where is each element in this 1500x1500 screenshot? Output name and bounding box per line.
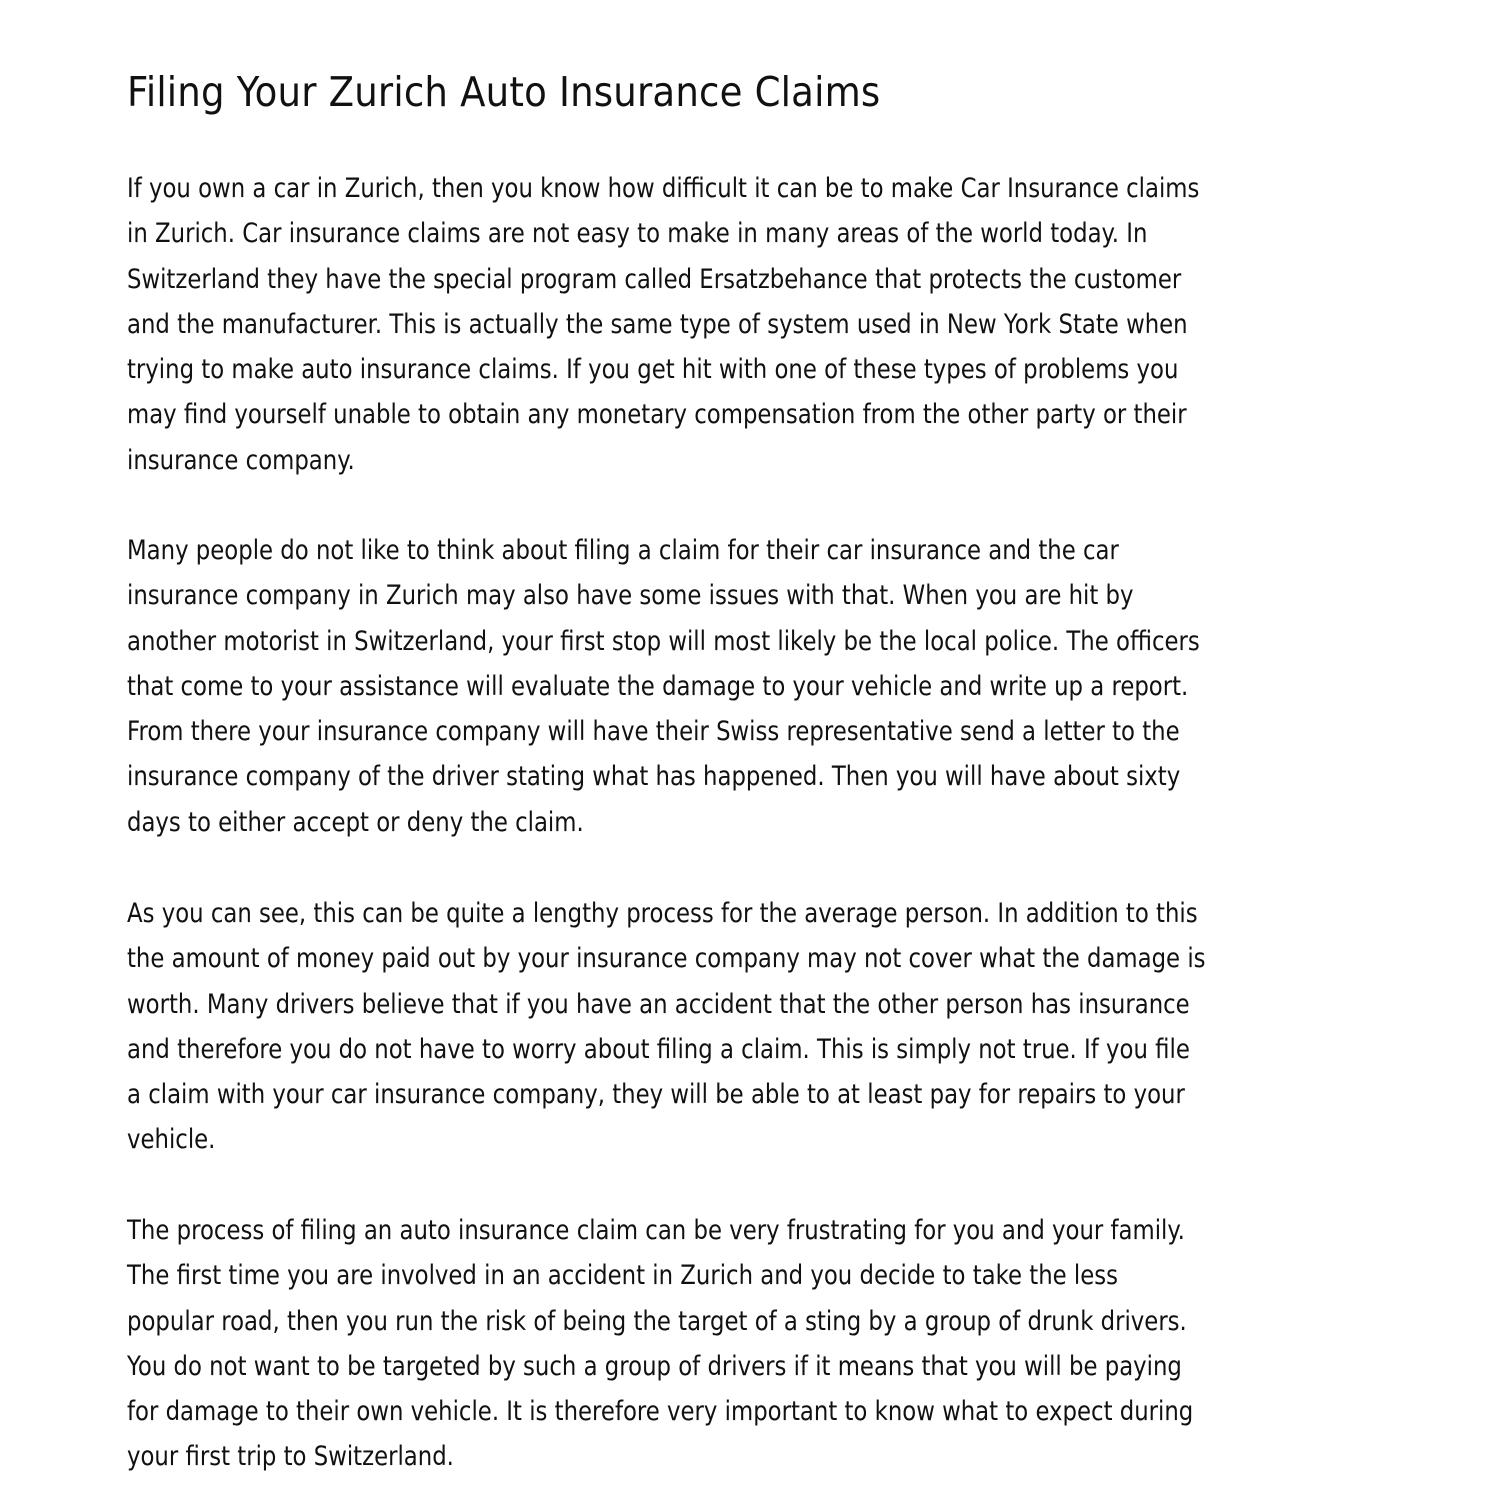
page-title: Filing Your Zurich Auto Insurance Claims (127, 68, 881, 116)
text-line: You do not want to be targeted by such a group of drivers if it means that you will be paying (127, 1350, 1182, 1382)
text-line: insurance company. (127, 444, 355, 476)
text-line: trying to make auto insurance claims. If you get hit with one of these types of problems you (127, 354, 1179, 386)
text-line: popular road, then you run the risk of being the target of a sting by a group of drunk drivers. (127, 1305, 1187, 1337)
paragraph-4 (127, 1208, 1367, 1480)
text-line: the amount of money paid out by your insurance company may not cover what the damage is (127, 943, 1206, 975)
text-line: your first trip to Switzerland. (127, 1441, 454, 1473)
text-line: and the manufacturer. This is actually the same type of system used in New York State when (127, 308, 1188, 340)
text-line: If you own a car in Zurich, then you know how difficult it can be to make Car Insurance claims (127, 173, 1200, 204)
text-line: The first time you are involved in an accident in Zurich and you decide to take the less (127, 1260, 1119, 1292)
text-line: and therefore you do not have to worry about filing a claim. This is simply not true. If you file (127, 1033, 1190, 1065)
text-line: that come to your assistance will evaluate the damage to your vehicle and write up a report. (127, 670, 1189, 702)
text-line: another motorist in Switzerland, your first stop will most likely be the local police. The officers (127, 625, 1200, 657)
text-line: vehicle. (127, 1124, 216, 1156)
paragraph-3 (127, 891, 1381, 1163)
text-line: for damage to their own vehicle. It is therefore very important to know what to expect during (127, 1396, 1194, 1428)
text-line: From there your insurance company will have their Swiss representative send a letter to the (127, 716, 1180, 748)
text-line: a claim with your car insurance company, they will be able to at least pay for repairs to your (127, 1079, 1185, 1111)
text-line: may find yourself unable to obtain any monetary compensation from the other party or their (127, 399, 1187, 431)
text-line: Switzerland they have the special program called Ersatzbehance that protects the customer (127, 263, 1182, 295)
text-line: The process of filing an auto insurance claim can be very frustrating for you and your family. (127, 1215, 1185, 1246)
text-line: worth. Many drivers believe that if you have an accident that the other person has insurance (127, 988, 1190, 1020)
text-line: insurance company of the driver stating what has happened. Then you will have about sixty (127, 761, 1181, 793)
text-line: days to either accept or deny the claim. (127, 806, 584, 838)
paragraph-2 (127, 528, 1374, 845)
text-line: As you can see, this can be quite a lengthy process for the average person. In addition to this (127, 898, 1198, 929)
text-line: insurance company in Zurich may also have some issues with that. When you are hit by (127, 580, 1134, 612)
text-line: Many people do not like to think about filing a claim for their car insurance and the car (127, 535, 1119, 566)
text-line: in Zurich. Car insurance claims are not easy to make in many areas of the world today. In (127, 218, 1148, 250)
paragraph-1 (127, 166, 1374, 483)
